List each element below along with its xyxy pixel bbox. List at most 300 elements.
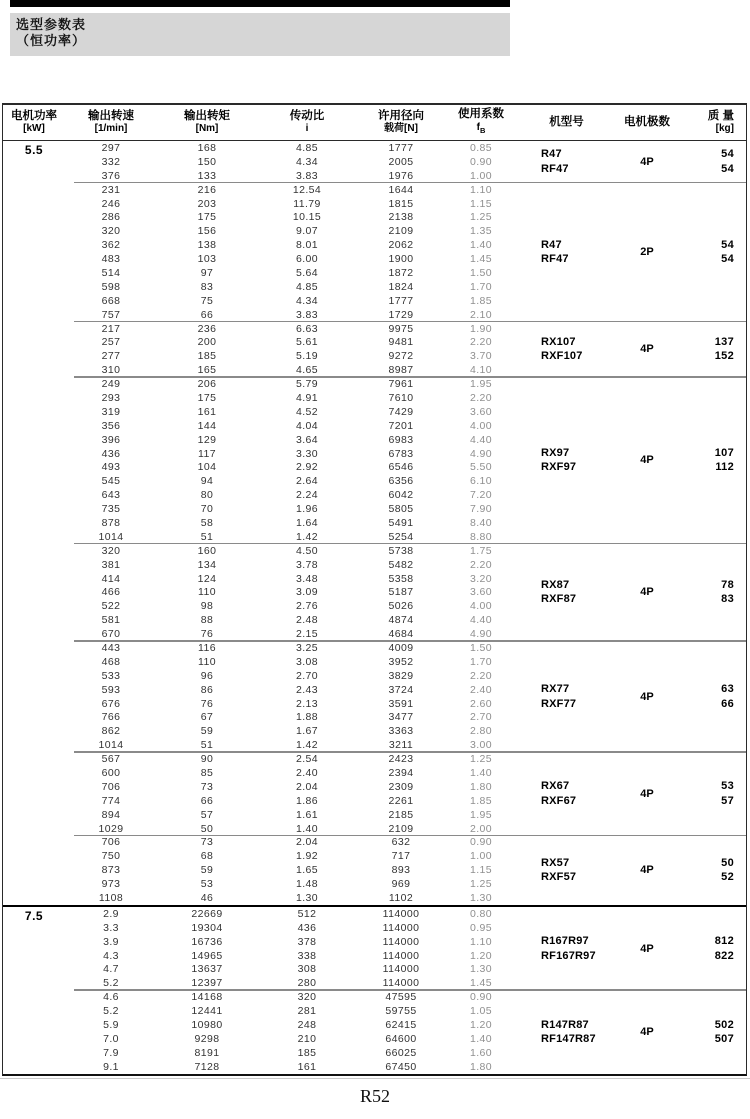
cell-service-factor: 1.30 [469, 892, 493, 905]
header-cell-speed [65, 105, 157, 140]
cell-radial-load: 3952 [388, 655, 414, 668]
cell-speed: 581 [101, 614, 121, 627]
table-row [65, 141, 517, 155]
cell-radial-load: 4874 [388, 614, 414, 627]
cell-speed: 600 [101, 767, 121, 780]
cell-torque: 58 [200, 516, 214, 529]
cell-service-factor: 1.90 [469, 322, 493, 335]
cell-radial-load: 3829 [388, 669, 414, 682]
cell-ratio: 2.54 [295, 753, 319, 766]
cell-torque: 14965 [191, 949, 223, 962]
header-label: 输出转速 [88, 109, 134, 122]
mass-value: 812 [714, 935, 734, 948]
table-row [65, 990, 517, 1004]
cell-torque: 80 [200, 489, 214, 502]
group-annotation [517, 377, 746, 544]
cell-ratio: 10.15 [292, 211, 322, 224]
cell-ratio: 1.92 [295, 850, 319, 863]
table-row [65, 586, 517, 600]
cell-speed: 362 [101, 239, 121, 252]
table-row [65, 210, 517, 224]
cell-radial-load: 59755 [385, 1005, 417, 1018]
cell-service-factor: 2.00 [469, 822, 493, 835]
mass-values [678, 147, 746, 176]
mass-value: 112 [715, 461, 734, 474]
cell-speed: 257 [101, 336, 121, 349]
table-row [65, 224, 517, 238]
cell-torque: 206 [197, 378, 217, 391]
model-name: R47 [541, 148, 562, 161]
cell-speed: 1014 [98, 530, 124, 543]
header-label: 电机功率 [11, 109, 57, 122]
cell-speed: 468 [101, 655, 121, 668]
cell-speed: 310 [101, 364, 121, 377]
group-annotation [517, 183, 746, 322]
cell-service-factor: 0.90 [469, 155, 493, 168]
cell-service-factor: 2.40 [469, 683, 493, 696]
cell-torque: 98 [200, 600, 214, 613]
cell-radial-load: 969 [391, 878, 411, 891]
cell-service-factor: 1.40 [469, 239, 493, 252]
cell-speed: 231 [101, 183, 121, 196]
table-row [65, 169, 517, 183]
cell-service-factor: 4.40 [469, 433, 493, 446]
cell-speed: 7.0 [103, 1032, 119, 1045]
model-name: R47 [541, 238, 562, 251]
model-names [517, 856, 616, 885]
table-section [3, 905, 746, 1074]
table-section [3, 141, 746, 905]
cell-radial-load: 114000 [382, 907, 420, 920]
cell-ratio: 3.48 [295, 572, 319, 585]
cell-torque: 75 [200, 294, 214, 307]
cell-speed: 706 [101, 780, 121, 793]
cell-torque: 66 [200, 308, 214, 321]
group-annotation [517, 322, 746, 378]
cell-ratio: 280 [297, 977, 317, 990]
mass-value: 83 [721, 593, 734, 606]
cell-torque: 7128 [194, 1060, 220, 1073]
cell-torque: 57 [200, 808, 214, 821]
cell-radial-load: 9975 [388, 322, 414, 335]
cell-torque: 70 [200, 503, 214, 516]
cell-service-factor: 0.95 [469, 921, 493, 934]
mass-value: 137 [714, 335, 734, 348]
cell-speed: 766 [101, 711, 121, 724]
cell-service-factor: 1.25 [469, 878, 493, 891]
cell-radial-load: 1824 [388, 280, 414, 293]
cell-torque: 16736 [191, 935, 223, 948]
cell-radial-load: 2005 [388, 155, 414, 168]
cell-service-factor: 1.20 [469, 949, 493, 962]
model-name: RX107 [541, 335, 576, 348]
cell-radial-load: 5358 [388, 572, 414, 585]
cell-service-factor: 1.20 [469, 1019, 493, 1032]
gear-group [65, 141, 746, 183]
cell-radial-load: 66025 [385, 1046, 417, 1059]
cell-radial-load: 1872 [388, 266, 414, 279]
cell-ratio: 4.50 [295, 544, 319, 557]
group-rows [65, 641, 517, 752]
header-cell-poles [616, 105, 678, 140]
cell-speed: 443 [101, 642, 121, 654]
model-name: RXF87 [541, 593, 577, 606]
cell-service-factor: 1.40 [469, 767, 493, 780]
cell-ratio: 2.13 [295, 697, 319, 710]
cell-torque: 68 [200, 850, 214, 863]
cell-service-factor: 4.90 [469, 628, 493, 641]
mass-values [678, 934, 746, 963]
cell-radial-load: 5026 [388, 600, 414, 613]
group-annotation [517, 752, 746, 835]
cell-service-factor: 3.00 [469, 739, 493, 752]
cell-torque: 19304 [191, 921, 223, 934]
cell-radial-load: 9272 [388, 350, 414, 363]
table-row [65, 155, 517, 169]
cell-speed: 7.9 [103, 1046, 119, 1059]
cell-radial-load: 2394 [388, 767, 414, 780]
cell-service-factor: 1.25 [469, 211, 493, 224]
mass-value: 822 [714, 949, 734, 962]
cell-torque: 53 [200, 878, 214, 891]
cell-ratio: 5.79 [295, 378, 319, 391]
gear-group [65, 752, 746, 835]
cell-ratio: 4.65 [295, 364, 319, 377]
cell-radial-load: 7961 [388, 378, 414, 391]
table-row [65, 294, 517, 308]
cell-torque: 104 [197, 461, 217, 474]
mass-value: 54 [721, 238, 734, 251]
cell-ratio: 308 [297, 963, 317, 976]
cell-speed: 873 [101, 864, 121, 877]
cell-service-factor: 0.80 [469, 907, 493, 920]
cell-radial-load: 2109 [388, 822, 414, 835]
table-row [65, 488, 517, 502]
group-rows [65, 141, 517, 183]
selection-table [2, 103, 747, 1076]
table-row [65, 1018, 517, 1032]
model-name: RX87 [541, 578, 570, 591]
cell-service-factor: 1.80 [469, 780, 493, 793]
cell-ratio: 3.64 [295, 433, 319, 446]
mass-values [678, 238, 746, 267]
cell-torque: 138 [197, 239, 217, 252]
cell-ratio: 1.48 [295, 878, 319, 891]
cell-radial-load: 2109 [388, 225, 414, 238]
cell-radial-load: 2138 [388, 211, 414, 224]
table-row [65, 516, 517, 530]
header-unit: [Nm] [195, 123, 219, 135]
cell-radial-load: 4009 [388, 642, 414, 654]
cell-ratio: 1.65 [295, 864, 319, 877]
cell-torque: 73 [200, 836, 214, 849]
model-name: RF167R97 [541, 949, 596, 962]
table-row [65, 891, 517, 905]
table-row [65, 308, 517, 322]
cell-torque: 88 [200, 614, 214, 627]
cell-ratio: 2.48 [295, 614, 319, 627]
table-row [65, 460, 517, 474]
cell-service-factor: 1.05 [469, 1005, 493, 1018]
cell-ratio: 1.64 [295, 516, 319, 529]
table-row [65, 863, 517, 877]
cell-ratio: 1.42 [295, 739, 319, 752]
table-row [65, 197, 517, 211]
cell-ratio: 3.30 [295, 447, 319, 460]
cell-torque: 168 [197, 141, 217, 154]
mass-values [678, 578, 746, 607]
mass-values [678, 856, 746, 885]
table-row [65, 794, 517, 808]
cell-ratio: 2.70 [295, 669, 319, 682]
mass-value: 53 [721, 780, 734, 793]
table-row [65, 836, 517, 850]
cell-ratio: 1.40 [295, 822, 319, 835]
model-name: RXF107 [541, 350, 583, 363]
cell-speed: 286 [101, 211, 121, 224]
cell-speed: 320 [101, 225, 121, 238]
gear-group [65, 990, 746, 1073]
cell-radial-load: 1900 [388, 253, 414, 266]
cell-speed: 750 [101, 850, 121, 863]
cell-service-factor: 3.70 [469, 350, 493, 363]
cell-ratio: 1.30 [295, 892, 319, 905]
cell-service-factor: 4.40 [469, 614, 493, 627]
cell-radial-load: 893 [391, 864, 411, 877]
power-cell [3, 141, 65, 905]
table-row [65, 935, 517, 949]
table-body [3, 141, 746, 1074]
cell-speed: 5.9 [103, 1019, 119, 1032]
cell-torque: 200 [197, 336, 217, 349]
header-cell-radial-load [357, 105, 445, 140]
cell-speed: 3.9 [103, 935, 119, 948]
cell-service-factor: 4.90 [469, 447, 493, 460]
cell-speed: 545 [101, 475, 121, 488]
header-unit: [1/min] [94, 123, 128, 135]
cell-radial-load: 6983 [388, 433, 414, 446]
cell-radial-load: 62415 [385, 1019, 417, 1032]
cell-ratio: 11.79 [293, 197, 321, 210]
group-annotation [517, 141, 746, 183]
model-name: R167R97 [541, 935, 589, 948]
header-label: 使用系数 [458, 108, 504, 121]
table-row [65, 613, 517, 627]
cell-torque: 46 [200, 892, 214, 905]
cell-radial-load: 114000 [382, 921, 420, 934]
model-name: RX77 [541, 683, 570, 696]
cell-ratio: 1.86 [295, 794, 319, 807]
cell-radial-load: 114000 [382, 963, 420, 976]
cell-speed: 668 [101, 294, 121, 307]
cell-radial-load: 6042 [388, 489, 414, 502]
cell-service-factor: 2.80 [469, 725, 493, 738]
header-cell-service-factor [445, 105, 517, 140]
cell-speed: 217 [101, 322, 121, 335]
cell-torque: 90 [200, 753, 214, 766]
cell-torque: 51 [200, 530, 214, 543]
cell-radial-load: 3363 [388, 725, 414, 738]
cell-service-factor: 2.10 [469, 308, 493, 321]
header-label: 质 量 [707, 109, 734, 122]
poles-value: 4P [640, 454, 654, 467]
mass-value: 66 [721, 697, 734, 710]
cell-radial-load: 3724 [388, 683, 414, 696]
cell-service-factor: 8.80 [469, 530, 493, 543]
group-annotation [517, 907, 746, 990]
table-row [65, 976, 517, 990]
cell-speed: 5.2 [103, 977, 119, 990]
model-names [517, 335, 616, 364]
cell-service-factor: 1.70 [469, 655, 493, 668]
cell-torque: 73 [200, 780, 214, 793]
table-row [65, 655, 517, 669]
table-row [65, 183, 517, 197]
table-row [65, 419, 517, 433]
group-rows [65, 544, 517, 641]
table-row [65, 572, 517, 586]
cell-speed: 9.1 [103, 1060, 119, 1073]
header-label: 输出转矩 [184, 109, 230, 122]
mass-value: 54 [721, 162, 734, 175]
cell-speed: 1014 [98, 739, 124, 752]
cell-ratio: 2.76 [295, 600, 319, 613]
cell-radial-load: 632 [391, 836, 411, 849]
cell-speed: 483 [101, 253, 121, 266]
table-row [65, 627, 517, 641]
poles-value: 2P [640, 246, 654, 259]
cell-speed: 376 [101, 169, 121, 182]
cell-speed: 414 [101, 572, 121, 585]
cell-radial-load: 2062 [388, 239, 414, 252]
cell-ratio: 4.85 [295, 280, 319, 293]
gear-group [65, 641, 746, 752]
cell-torque: 12441 [191, 1005, 223, 1018]
cell-ratio: 1.61 [295, 808, 319, 821]
cell-torque: 94 [200, 475, 214, 488]
cell-service-factor: 2.20 [469, 336, 493, 349]
power-value: 7.5 [24, 908, 44, 923]
cell-service-factor: 2.60 [469, 697, 493, 710]
model-name: RXF57 [541, 871, 577, 884]
cell-service-factor: 8.40 [469, 516, 493, 529]
cell-speed: 436 [101, 447, 121, 460]
cell-ratio: 1.96 [295, 503, 319, 516]
cell-service-factor: 4.00 [469, 419, 493, 432]
cell-radial-load: 5738 [388, 544, 414, 557]
cell-torque: 59 [200, 725, 214, 738]
power-value: 5.5 [24, 143, 44, 157]
cell-torque: 216 [197, 183, 217, 196]
cell-service-factor: 4.00 [469, 600, 493, 613]
cell-torque: 236 [197, 322, 217, 335]
cell-speed: 757 [101, 308, 121, 321]
cell-service-factor: 3.60 [469, 405, 493, 418]
cell-speed: 735 [101, 503, 121, 516]
cell-torque: 185 [197, 350, 217, 363]
cell-radial-load: 3211 [388, 739, 414, 752]
cell-torque: 22669 [191, 907, 223, 920]
table-row [65, 780, 517, 794]
table-row [65, 1046, 517, 1060]
cell-speed: 878 [101, 516, 121, 529]
cell-ratio: 3.08 [295, 655, 319, 668]
gear-group [65, 322, 746, 378]
cell-torque: 66 [200, 794, 214, 807]
group-annotation [517, 990, 746, 1073]
cell-ratio: 9.07 [295, 225, 319, 238]
cell-torque: 83 [200, 280, 214, 293]
cell-speed: 598 [101, 280, 121, 293]
cell-torque: 59 [200, 864, 214, 877]
table-row [65, 822, 517, 836]
mass-value: 507 [714, 1033, 734, 1045]
cell-speed: 1029 [98, 822, 124, 835]
power-cell [3, 907, 65, 1074]
cell-service-factor: 1.45 [469, 977, 493, 990]
poles-value: 4P [640, 787, 654, 800]
cell-torque: 9298 [194, 1032, 220, 1045]
cell-torque: 76 [200, 697, 214, 710]
page-subtitle: （恒功率） [16, 33, 87, 48]
table-row [65, 1004, 517, 1018]
cell-radial-load: 5187 [388, 586, 414, 599]
cell-torque: 134 [197, 558, 217, 571]
gear-group [65, 183, 746, 322]
cell-ratio: 4.52 [295, 405, 319, 418]
cell-radial-load: 5491 [388, 516, 414, 529]
cell-ratio: 2.15 [295, 628, 319, 641]
cell-radial-load: 2185 [388, 808, 414, 821]
table-row [65, 752, 517, 766]
cell-radial-load: 114000 [382, 935, 420, 948]
cell-ratio: 6.63 [295, 322, 319, 335]
cell-radial-load: 5254 [388, 530, 414, 543]
cell-speed: 567 [101, 753, 121, 766]
poles-value: 4P [640, 1026, 654, 1038]
cell-speed: 774 [101, 794, 121, 807]
cell-radial-load: 6546 [388, 461, 414, 474]
cell-service-factor: 1.75 [469, 544, 493, 557]
header-unit: i [305, 123, 309, 135]
cell-radial-load: 67450 [385, 1060, 417, 1073]
cell-radial-load: 5482 [388, 558, 414, 571]
cell-speed: 297 [101, 141, 121, 154]
cell-radial-load: 2309 [388, 780, 414, 793]
cell-radial-load: 1644 [388, 183, 414, 196]
cell-service-factor: 1.80 [469, 1060, 493, 1073]
cell-torque: 97 [200, 266, 214, 279]
model-names [517, 934, 616, 963]
cell-speed: 249 [101, 378, 121, 391]
cell-torque: 116 [198, 642, 216, 654]
table-row [65, 683, 517, 697]
gear-group [65, 907, 746, 990]
cell-torque: 161 [197, 405, 217, 418]
cell-ratio: 1.88 [295, 711, 319, 724]
cell-radial-load: 114000 [382, 977, 420, 990]
group-rows [65, 836, 517, 905]
header-cell-power [3, 105, 65, 140]
cell-speed: 643 [101, 489, 121, 502]
table-row [65, 391, 517, 405]
cell-torque: 51 [200, 739, 214, 752]
cell-speed: 1108 [98, 892, 124, 905]
cell-speed: 320 [101, 544, 121, 557]
cell-speed: 3.3 [103, 921, 119, 934]
header-label: 电机极数 [624, 115, 670, 128]
cell-radial-load: 1777 [388, 294, 414, 307]
